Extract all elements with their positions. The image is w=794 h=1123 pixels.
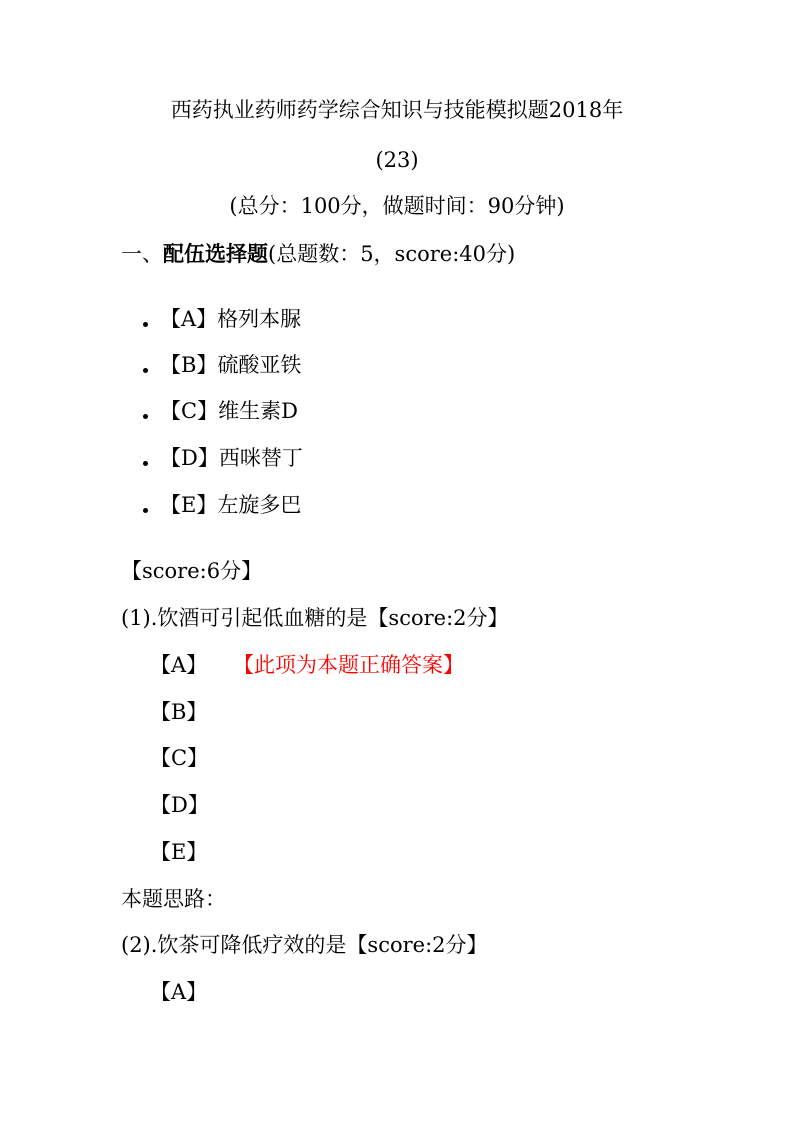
document-title-number: (23) [375,148,419,172]
option-label: 【B】 [160,353,218,377]
bullet-icon [143,322,148,327]
q1-choice-b: 【B】 [150,700,208,724]
option-text: 西咪替丁 [218,446,303,470]
question-1-stem: (1).饮酒可引起低血糖的是【score:2分】 [121,606,509,630]
option-a [160,309,301,330]
q1-choice-e: 【E】 [150,840,208,864]
q1-choice-a: 【A】 [150,653,208,677]
option-d [160,448,303,469]
section-header [121,243,515,265]
q1-choice-c: 【C】 [150,746,209,770]
correct-answer-note: 【此项为本题正确答案】 [233,653,464,677]
q1-choice-d: 【D】 [150,793,209,817]
option-e [160,495,301,516]
option-label: 【A】 [160,307,218,331]
document-meta: (总分：100分，做题时间：90分钟) [229,194,565,218]
bullet-icon [143,461,148,466]
explanation-label: 本题思路： [121,887,226,911]
option-b [160,355,301,376]
bullet-icon [143,508,148,513]
option-label: 【E】 [160,493,218,517]
option-text: 格列本脲 [217,307,302,331]
section-prefix: 一、 [121,242,163,266]
document-title: 西药执业药师药学综合知识与技能模拟题2018年 [170,98,624,122]
q2-choice-a: 【A】 [150,980,208,1004]
option-c [160,401,298,422]
option-label: 【C】 [160,399,219,423]
bullet-icon [143,414,148,419]
option-label: 【D】 [160,446,219,470]
question-2-stem: (2).饮茶可降低疗效的是【score:2分】 [121,933,488,957]
option-text: 维生素D [218,399,298,423]
section-info: (总题数：5，score:40分) [268,242,516,266]
option-text: 硫酸亚铁 [217,353,302,377]
bullet-icon [143,368,148,373]
option-text: 左旋多巴 [217,493,302,517]
section-name: 配伍选择题 [163,241,268,266]
group-score: 【score:6分】 [121,559,263,583]
